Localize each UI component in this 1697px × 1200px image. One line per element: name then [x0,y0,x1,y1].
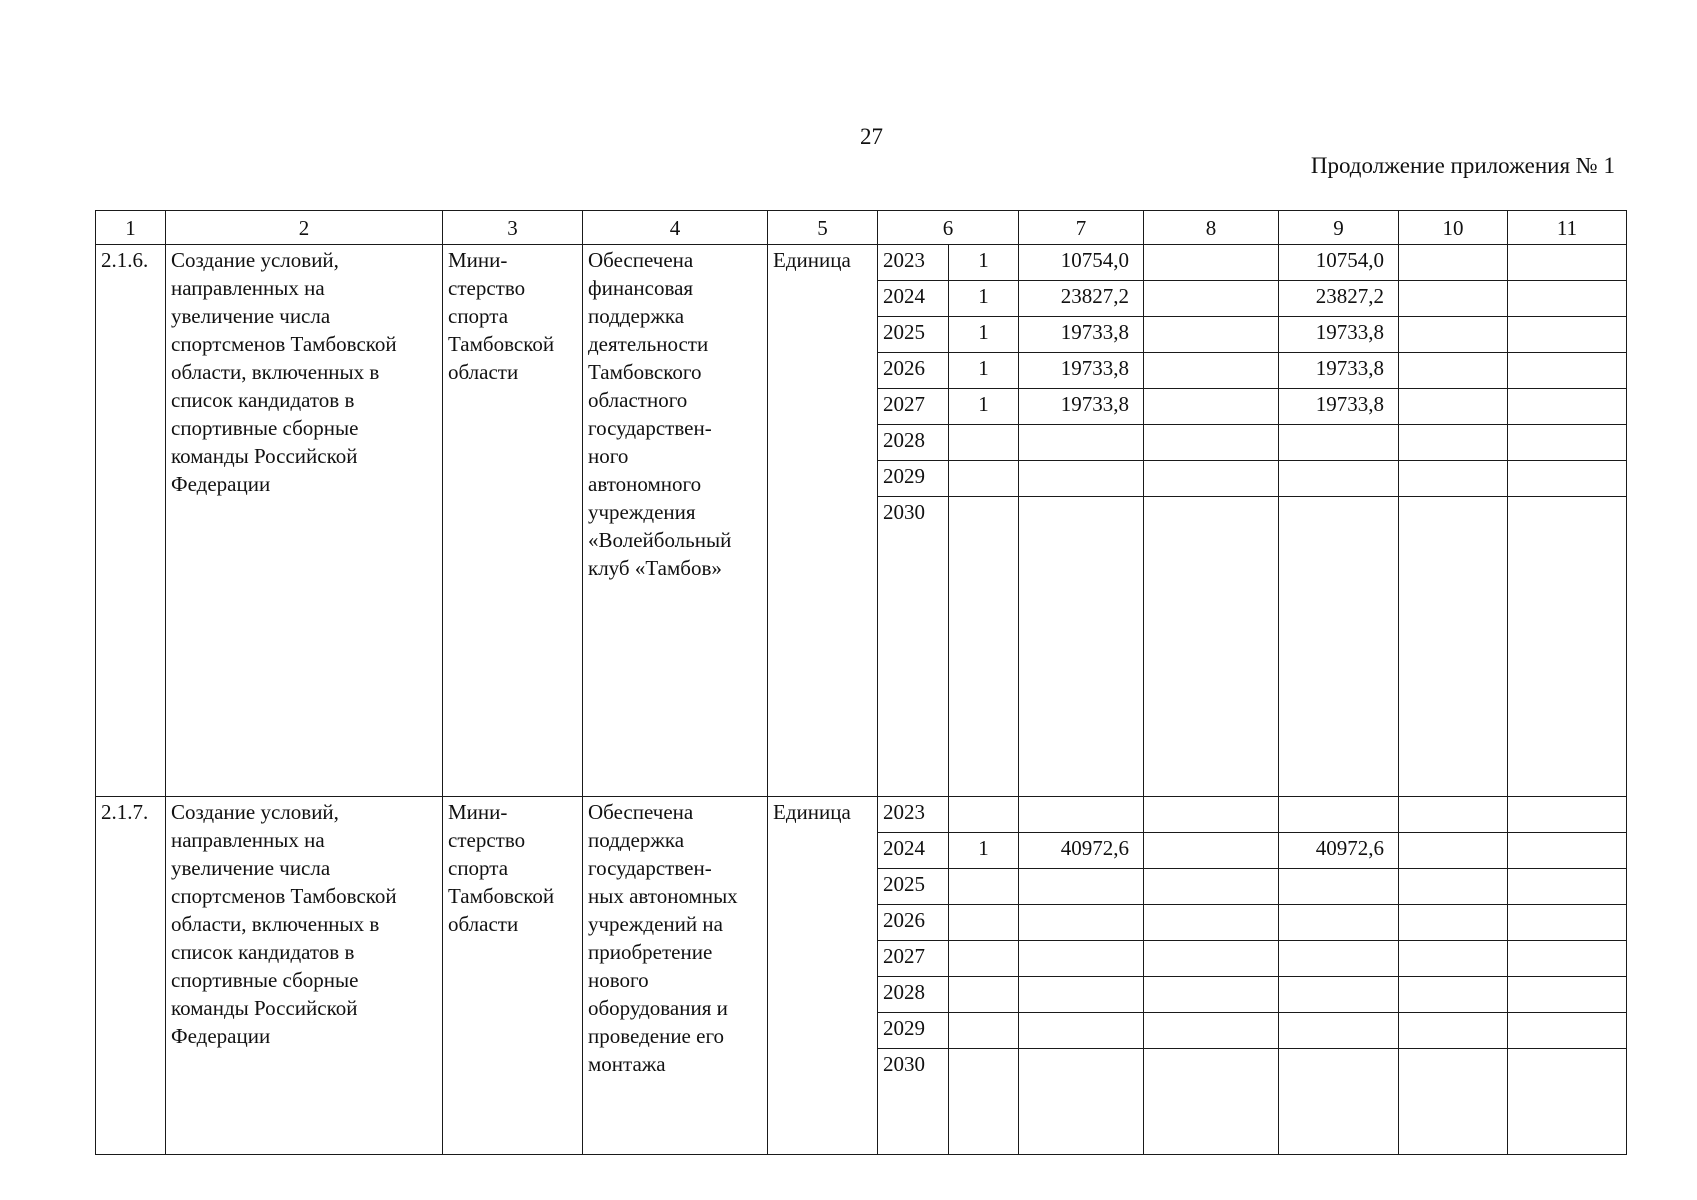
col8-cell [1144,281,1279,317]
year-cell: 2024 [878,833,949,869]
col7-cell: 23827,2 [1019,281,1144,317]
col11-cell [1508,245,1627,281]
col10-cell [1399,941,1508,977]
quantity-cell [949,461,1019,497]
header-cell-9: 9 [1279,211,1399,245]
col9-cell [1279,977,1399,1013]
item-result: Обеспечена поддержка государствен- ных автономных учреждений на приобретение нового оборудования и проведение его монтажа [583,797,768,1155]
year-cell: 2028 [878,977,949,1013]
header-cell-10: 10 [1399,211,1508,245]
item-executor: Мини- стерство спорта Тамбовской области [443,245,583,797]
col8-cell [1144,833,1279,869]
year-cell: 2027 [878,941,949,977]
col11-cell [1508,281,1627,317]
item-executor: Мини- стерство спорта Тамбовской области [443,797,583,1155]
col7-cell: 10754,0 [1019,245,1144,281]
col11-cell [1508,1013,1627,1049]
col10-cell [1399,905,1508,941]
table-row [96,797,1627,833]
quantity-cell [949,977,1019,1013]
col9-cell [1279,1049,1399,1155]
col8-cell [1144,1013,1279,1049]
quantity-cell [949,941,1019,977]
item-name: Создание условий, направленных на увеличение числа спортсменов Тамбовской области, включенных в список кандидатов в спортивные сборные команды Российской Федерации [166,797,443,1155]
col7-cell [1019,869,1144,905]
col8-cell [1144,425,1279,461]
col9-cell [1279,497,1399,797]
col9-cell [1279,905,1399,941]
col11-cell [1508,833,1627,869]
col9-cell: 19733,8 [1279,353,1399,389]
quantity-cell: 1 [949,833,1019,869]
col11-cell [1508,941,1627,977]
header-cell-8: 8 [1144,211,1279,245]
col8-cell [1144,869,1279,905]
col10-cell [1399,1049,1508,1155]
header-cell-11: 11 [1508,211,1627,245]
quantity-cell: 1 [949,389,1019,425]
col11-cell [1508,389,1627,425]
quantity-cell: 1 [949,281,1019,317]
col9-cell: 19733,8 [1279,317,1399,353]
col10-cell [1399,389,1508,425]
col9-cell: 10754,0 [1279,245,1399,281]
col10-cell [1399,869,1508,905]
item-number: 2.1.6. [96,245,166,797]
col8-cell [1144,317,1279,353]
col10-cell [1399,245,1508,281]
col8-cell [1144,797,1279,833]
appendix-label: Продолжение приложения № 1 [1310,153,1615,178]
col8-cell [1144,389,1279,425]
page-number: 27 [860,124,883,149]
header-cell-3: 3 [443,211,583,245]
col8-cell [1144,977,1279,1013]
col9-cell [1279,797,1399,833]
col7-cell [1019,797,1144,833]
quantity-cell [949,425,1019,461]
col7-cell [1019,905,1144,941]
col10-cell [1399,1013,1508,1049]
col9-cell [1279,869,1399,905]
item-unit: Единица [768,245,878,797]
col9-cell [1279,425,1399,461]
col11-cell [1508,497,1627,797]
year-cell: 2025 [878,869,949,905]
col7-cell [1019,1049,1144,1155]
item-name: Создание условий, направленных на увеличение числа спортсменов Тамбовской области, включенных в список кандидатов в спортивные сборные команды Российской Федерации [166,245,443,797]
header-cell-1: 1 [96,211,166,245]
col10-cell [1399,977,1508,1013]
col11-cell [1508,977,1627,1013]
col7-cell [1019,977,1144,1013]
quantity-cell [949,497,1019,797]
col11-cell [1508,869,1627,905]
col9-cell [1279,461,1399,497]
year-cell: 2028 [878,425,949,461]
col7-cell: 19733,8 [1019,389,1144,425]
year-cell: 2027 [878,389,949,425]
quantity-cell: 1 [949,245,1019,281]
col7-cell [1019,1013,1144,1049]
col10-cell [1399,797,1508,833]
quantity-cell: 1 [949,353,1019,389]
item-result: Обеспечена финансовая поддержка деятельности Тамбовского областного государствен- ного автономного учреждения «Волейбольный клуб «Тамбов» [583,245,768,797]
quantity-cell: 1 [949,317,1019,353]
year-cell: 2030 [878,497,949,797]
col7-cell: 19733,8 [1019,317,1144,353]
header-cell-4: 4 [583,211,768,245]
col10-cell [1399,497,1508,797]
col7-cell [1019,941,1144,977]
col10-cell [1399,425,1508,461]
col8-cell [1144,497,1279,797]
col9-cell: 40972,6 [1279,833,1399,869]
col8-cell [1144,245,1279,281]
col9-cell [1279,1013,1399,1049]
col7-cell [1019,425,1144,461]
col11-cell [1508,317,1627,353]
year-cell: 2026 [878,905,949,941]
program-table [95,210,1627,1155]
header-cell-2: 2 [166,211,443,245]
year-cell: 2024 [878,281,949,317]
col11-cell [1508,1049,1627,1155]
header-row [96,211,1627,245]
header-cell-5: 5 [768,211,878,245]
year-cell: 2030 [878,1049,949,1155]
col7-cell: 40972,6 [1019,833,1144,869]
header-cell-7: 7 [1019,211,1144,245]
year-cell: 2023 [878,797,949,833]
year-cell: 2029 [878,461,949,497]
col9-cell: 19733,8 [1279,389,1399,425]
col8-cell [1144,461,1279,497]
col10-cell [1399,317,1508,353]
col11-cell [1508,461,1627,497]
year-cell: 2025 [878,317,949,353]
col10-cell [1399,461,1508,497]
quantity-cell [949,869,1019,905]
header-cell-6: 6 [878,211,1019,245]
year-cell: 2026 [878,353,949,389]
col11-cell [1508,905,1627,941]
col8-cell [1144,353,1279,389]
quantity-cell [949,797,1019,833]
col11-cell [1508,353,1627,389]
col10-cell [1399,833,1508,869]
col7-cell: 19733,8 [1019,353,1144,389]
item-unit: Единица [768,797,878,1155]
col9-cell: 23827,2 [1279,281,1399,317]
col7-cell [1019,461,1144,497]
col8-cell [1144,1049,1279,1155]
year-cell: 2023 [878,245,949,281]
quantity-cell [949,1013,1019,1049]
col8-cell [1144,905,1279,941]
col10-cell [1399,281,1508,317]
year-cell: 2029 [878,1013,949,1049]
table-row [96,245,1627,281]
col11-cell [1508,425,1627,461]
col9-cell [1279,941,1399,977]
quantity-cell [949,1049,1019,1155]
col7-cell [1019,497,1144,797]
col10-cell [1399,353,1508,389]
quantity-cell [949,905,1019,941]
col8-cell [1144,941,1279,977]
item-number: 2.1.7. [96,797,166,1155]
col11-cell [1508,797,1627,833]
